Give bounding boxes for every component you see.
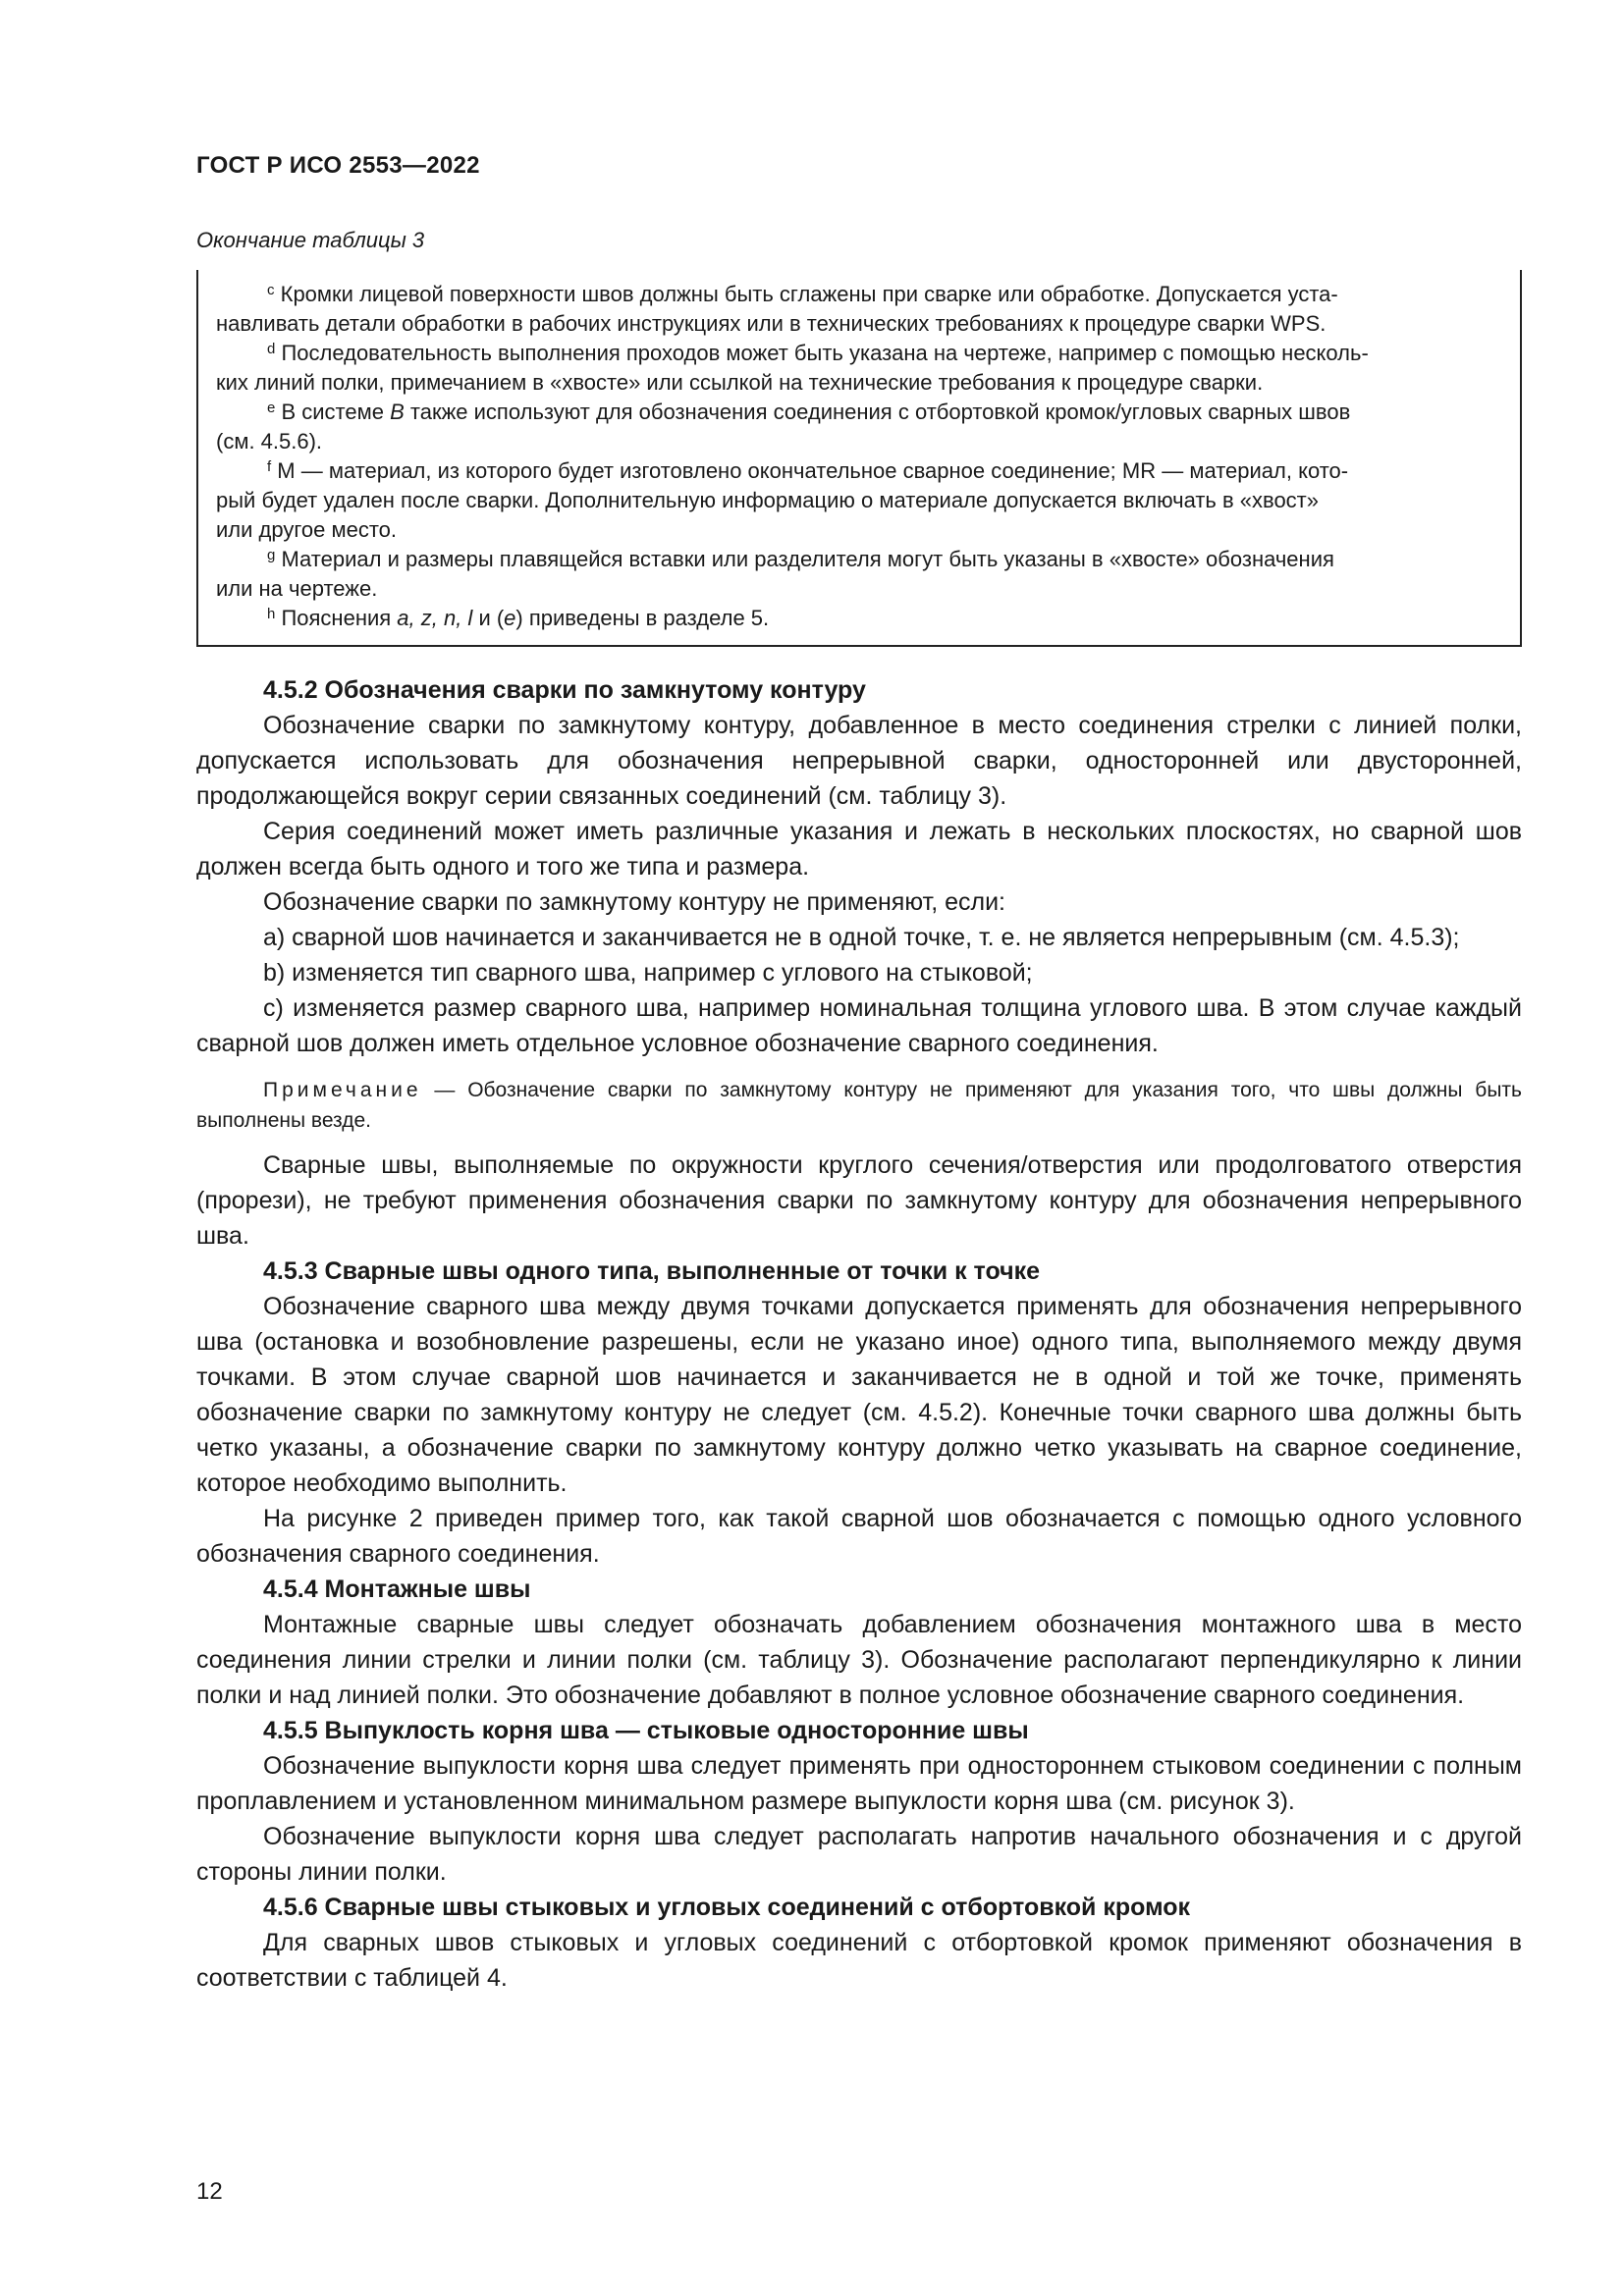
footnote-f: $^f$ M — материал, из которого будет изготовлено окончательное сварное соединение; MR — материал, кото- [267,458,1349,483]
document-header: ГОСТ Р ИСО 2553—2022 [196,152,480,179]
note-paragraph: Примечание — Обозначение сварки по замкнутому контуру не применяют для указания того, что швы должны быть выполнены везде. [196,1079,1522,1132]
paragraph: Обозначение сварки по замкнутому контуру не применяют, если: [263,888,1006,916]
paragraph: Сварные швы, выполняемые по окружности круглого сечения/отверстия или продолговатого отверстия (прорези), не требуют применения обозначения сварки по замкнутому контуру для обозначения непрерывного шва. [196,1151,1522,1250]
footnote-f-cont2: или другое место. [216,517,398,542]
section-heading-4-5-3: 4.5.3 Сварные швы одного типа, выполненные от точки к точке [263,1257,1041,1285]
footnote-c: $^c$ Кромки лицевой поверхности швов должны быть сглажены при сварке или обработке. Допускается уста- [267,282,1338,306]
footnote-e: $^e$ В системе B также используют для обозначения соединения с отбортовкой кромок/угловых сварных швов [267,400,1351,424]
footnote-e-cont: (см. 4.5.6). [216,429,323,454]
footnote-h: $^h$ Пояснения a, z, n, l и (e) приведены в разделе 5. [267,606,770,630]
footnote-d: $^d$ Последовательность выполнения проходов может быть указана на чертеже, например с помощью несколь- [267,341,1369,365]
paragraph: Монтажные сварные швы следует обозначать добавлением обозначения монтажного шва в место соединения линии стрелки и линии полки (см. таблицу 3). Обозначение располагают перпендикулярно к линии полки и над линией полки. Это обозначение добавляют в полное условное обозначение сварного соединения. [196,1611,1522,1709]
section-heading-4-5-2: 4.5.2 Обозначения сварки по замкнутому контуру [263,676,866,704]
footnote-c-cont: навливать детали обработки в рабочих инструкциях или в технических требованиях к процедуре сварки WPS. [216,311,1326,336]
paragraph: Обозначение выпуклости корня шва следует располагать напротив начального обозначения и с другой стороны линии полки. [196,1823,1522,1886]
section-heading-4-5-4: 4.5.4 Монтажные швы [263,1575,531,1603]
paragraph: Обозначение выпуклости корня шва следует применять при одностороннем стыковом соединении с полным проплавлением и установленном минимальном размере выпуклости корня шва (см. рисунок 3). [196,1752,1522,1815]
page-number: 12 [196,2178,223,2205]
list-item-b: b) изменяется тип сварного шва, например с углового на стыковой; [263,959,1033,987]
footnote-d-cont: ких линий полки, примечанием в «хвосте» или ссылкой на технические требования к процедуре сварки. [216,370,1264,395]
table-caption: Окончание таблицы 3 [196,228,425,252]
section-heading-4-5-5: 4.5.5 Выпуклость корня шва — стыковые односторонние швы [263,1717,1029,1744]
list-item-c: c) изменяется размер сварного шва, например номинальная толщина углового шва. В этом случае каждый сварной шов должен иметь отдельное условное обозначение сварного соединения. [196,994,1522,1057]
footnote-g-cont: или на чертеже. [216,576,378,601]
paragraph: Обозначение сварного шва между двумя точками допускается применять для обозначения непрерывного шва (остановка и возобновление разрешены, если не указано иное) одного типа, выполняемого между двумя точками. В этом случае сварной шов начинается и заканчивается не в одной и той же точке, применять обозначение сварки по замкнутому контуру не следует (см. 4.5.2). Конечные точки сварного шва должны быть четко указаны, а обозначение сварки по замкнутому контуру должно четко указывать на сварное соединение, которое необходимо выполнить. [196,1293,1522,1497]
paragraph: Обозначение сварки по замкнутому контуру, добавленное в место соединения стрелки с линией полки, допускается использовать для обозначения непрерывной сварки, односторонней или двусторонней, продолжающейся вокруг серии связанных соединений (см. таблицу 3). [196,712,1522,810]
table-footnotes [196,270,1522,647]
footnote-f-cont: рый будет удален после сварки. Дополнительную информацию о материале допускается включать в «хвост» [216,488,1319,512]
paragraph: На рисунке 2 приведен пример того, как такой сварной шов обозначается с помощью одного условного обозначения сварного соединения. [196,1505,1522,1568]
footnote-g: $^g$ Материал и размеры плавящейся вставки или разделителя могут быть указаны в «хвосте» обозначения [267,547,1334,571]
note-label: Примечание [263,1079,422,1101]
section-heading-4-5-6: 4.5.6 Сварные швы стыковых и угловых соединений с отбортовкой кромок [263,1894,1191,1921]
body-text [196,672,1522,1996]
paragraph: Для сварных швов стыковых и угловых соединений с отбортовкой кромок применяют обозначения в соответствии с таблицей 4. [196,1929,1522,1992]
list-item-a: a) сварной шов начинается и заканчивается не в одной точке, т. е. не является непрерывным (см. 4.5.3); [263,924,1460,951]
paragraph: Серия соединений может иметь различные указания и лежать в нескольких плоскостях, но сварной шов должен всегда быть одного и того же типа и размера. [196,818,1522,881]
